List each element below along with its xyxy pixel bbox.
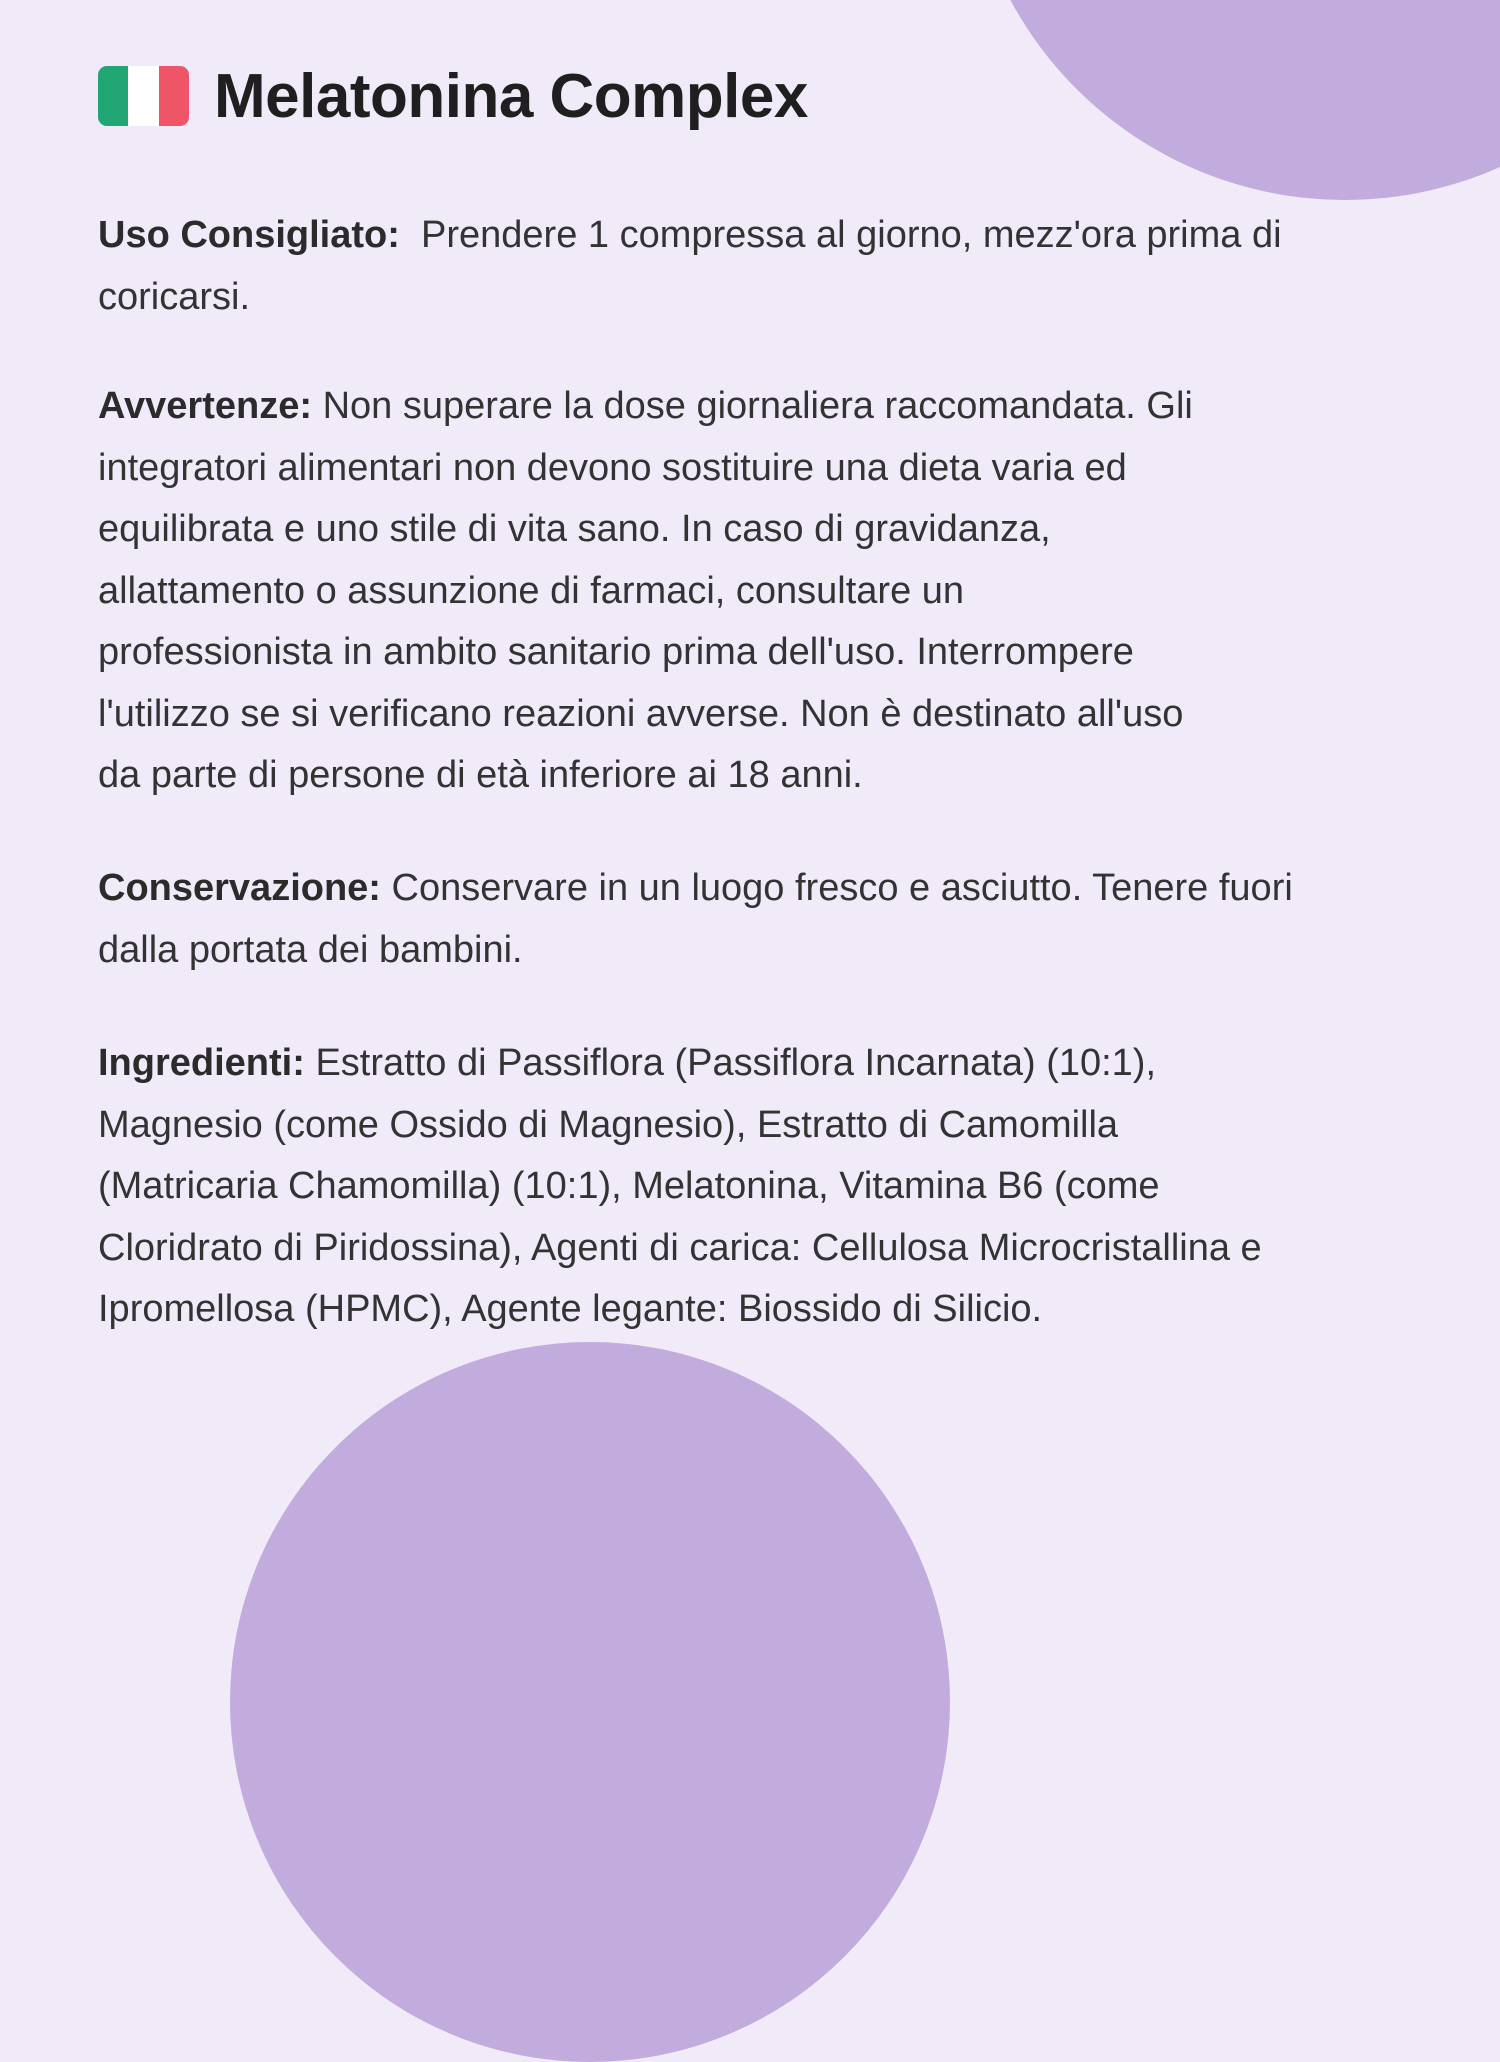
section-line: Cloridrato di Piridossina), Agenti di carica: Cellulosa Microcristallina e <box>98 1226 1262 1269</box>
section-conservazione <box>98 858 1438 981</box>
flag-stripe-white <box>128 66 158 126</box>
section-line: Magnesio (come Ossido di Magnesio), Estratto di Camomilla <box>98 1103 1119 1146</box>
section-line: l'utilizzo se si verificano reazioni avverse. Non è destinato all'uso <box>98 692 1184 735</box>
section-line: Uso Consigliato: Prendere 1 compressa al giorno, mezz'ora prima di <box>98 214 1282 256</box>
section-line: da parte di persone di età inferiore ai 18 anni. <box>98 754 863 796</box>
section-line: integratori alimentari non devono sostituire una dieta varia ed <box>98 446 1127 489</box>
section-line: allattamento o assunzione di farmaci, consultare un <box>98 569 965 612</box>
section-line: dalla portata dei bambini. <box>98 928 523 971</box>
flag-stripe-green <box>98 66 128 126</box>
italy-flag-icon <box>98 66 189 126</box>
section-avvertenze <box>98 376 1438 807</box>
section-line: Ingredienti: Estratto di Passiflora (Passiflora Incarnata) (10:1), <box>98 1042 1157 1084</box>
section-label: Ingredienti: <box>98 1042 305 1084</box>
section-ingredienti <box>98 1033 1438 1341</box>
section-line: equilibrata e uno stile di vita sano. In caso di gravidanza, <box>98 508 1051 550</box>
decorative-blob-top <box>965 0 1500 200</box>
section-line: (Matricaria Chamomilla) (10:1), Melatonina, Vitamina B6 (come <box>98 1165 1160 1207</box>
section-line: Avvertenze: Non superare la dose giornaliera raccomandata. Gli <box>98 385 1193 427</box>
page-title: Melatonina Complex <box>214 62 808 131</box>
section-label: Avvertenze: <box>98 385 313 427</box>
flag-stripe-red <box>159 66 189 126</box>
section-line: coricarsi. <box>98 275 251 318</box>
section-label: Conservazione: <box>98 867 381 909</box>
section-line: Ipromellosa (HPMC), Agente legante: Biossido di Silicio. <box>98 1288 1043 1330</box>
section-line: professionista in ambito sanitario prima dell'uso. Interrompere <box>98 631 1134 673</box>
section-line: Conservazione: Conservare in un luogo fresco e asciutto. Tenere fuori <box>98 867 1293 909</box>
section-uso-consigliato <box>98 205 1438 328</box>
section-label: Uso Consigliato: <box>98 214 400 256</box>
decorative-blob-bottom <box>230 1342 950 2062</box>
